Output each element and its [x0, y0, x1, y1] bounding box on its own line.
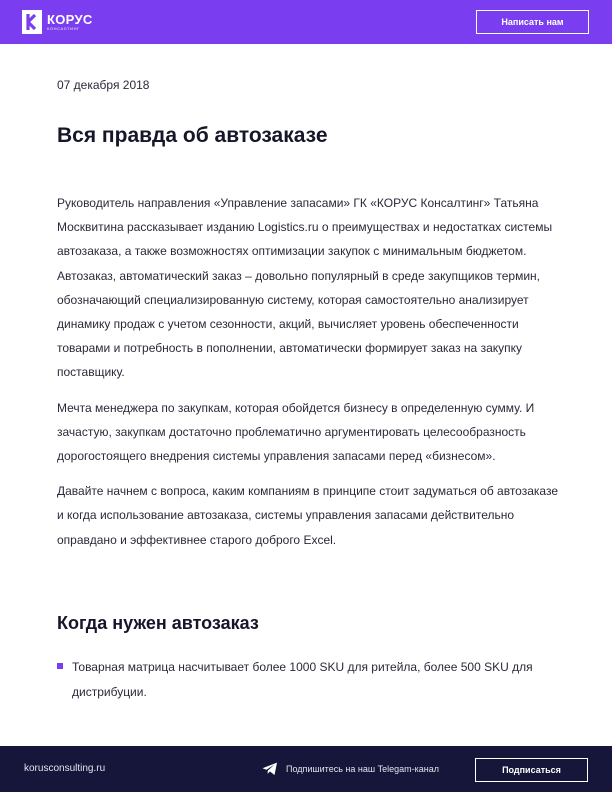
- list-item: [57, 655, 562, 704]
- site-link[interactable]: korusconsulting.ru: [24, 763, 106, 774]
- logo-text: КОРУС: [47, 12, 93, 27]
- paragraph: Мечта менеджера по закупкам, которая обойдется бизнесу в определенную сумму. И зачастую, закупкам достаточно проблематично аргументировать целесообразность дорогостоящего внедрения системы управления запасами перед «бизнесом».: [57, 400, 535, 464]
- write-us-button[interactable]: Написать нам: [476, 10, 589, 34]
- korus-logo[interactable]: [22, 10, 93, 34]
- korus-logo-icon: [22, 10, 42, 34]
- article-date: 07 декабря 2018: [57, 78, 150, 92]
- article-body: [57, 191, 562, 552]
- paragraph: Давайте начнем с вопроса, каким компаниям в принципе стоит задуматься об автозаказе и когда использование автозаказа, системы управления запасами действительно оправдано и эффективнее старого доброго Excel.: [57, 484, 558, 547]
- bullet-square-icon: [57, 663, 63, 669]
- logo-subtext: КОНСАЛТИНГ: [47, 26, 80, 31]
- list-item-text: Товарная матрица насчитывает более 1000 SKU для ритейла, более 500 SKU для дистрибуции.: [72, 660, 533, 699]
- subscribe-button[interactable]: Подписаться: [475, 758, 588, 782]
- telegram-icon[interactable]: [262, 762, 278, 776]
- paragraph: Автозаказ, автоматический заказ – довольно популярный в среде закупщиков термин, обозначающий специализированную систему, которая самостоятельно анализирует динамику продаж с учетом сезонности, акций, вычисляет уровень обеспеченности товарами и потребность в пополнении, автоматически формирует заказ на закупку поставщику.: [57, 268, 540, 380]
- article-title: Вся правда об автозаказе: [57, 124, 328, 147]
- paragraph: Руководитель направления «Управление запасами» ГК «КОРУС Консалтинг» Татьяна Москвитина рассказывает изданию Logistics.ru о преимуществах и недостатках системы автозаказа, а также возможностях оптимизации закупок с минимальным бюджетом.: [57, 196, 553, 259]
- section-heading: Когда нужен автозаказ: [57, 613, 259, 633]
- footer-bar: [0, 746, 612, 792]
- top-bar: [0, 0, 612, 44]
- telegram-link[interactable]: Подпишитесь на наш Telegam-канал: [286, 764, 439, 774]
